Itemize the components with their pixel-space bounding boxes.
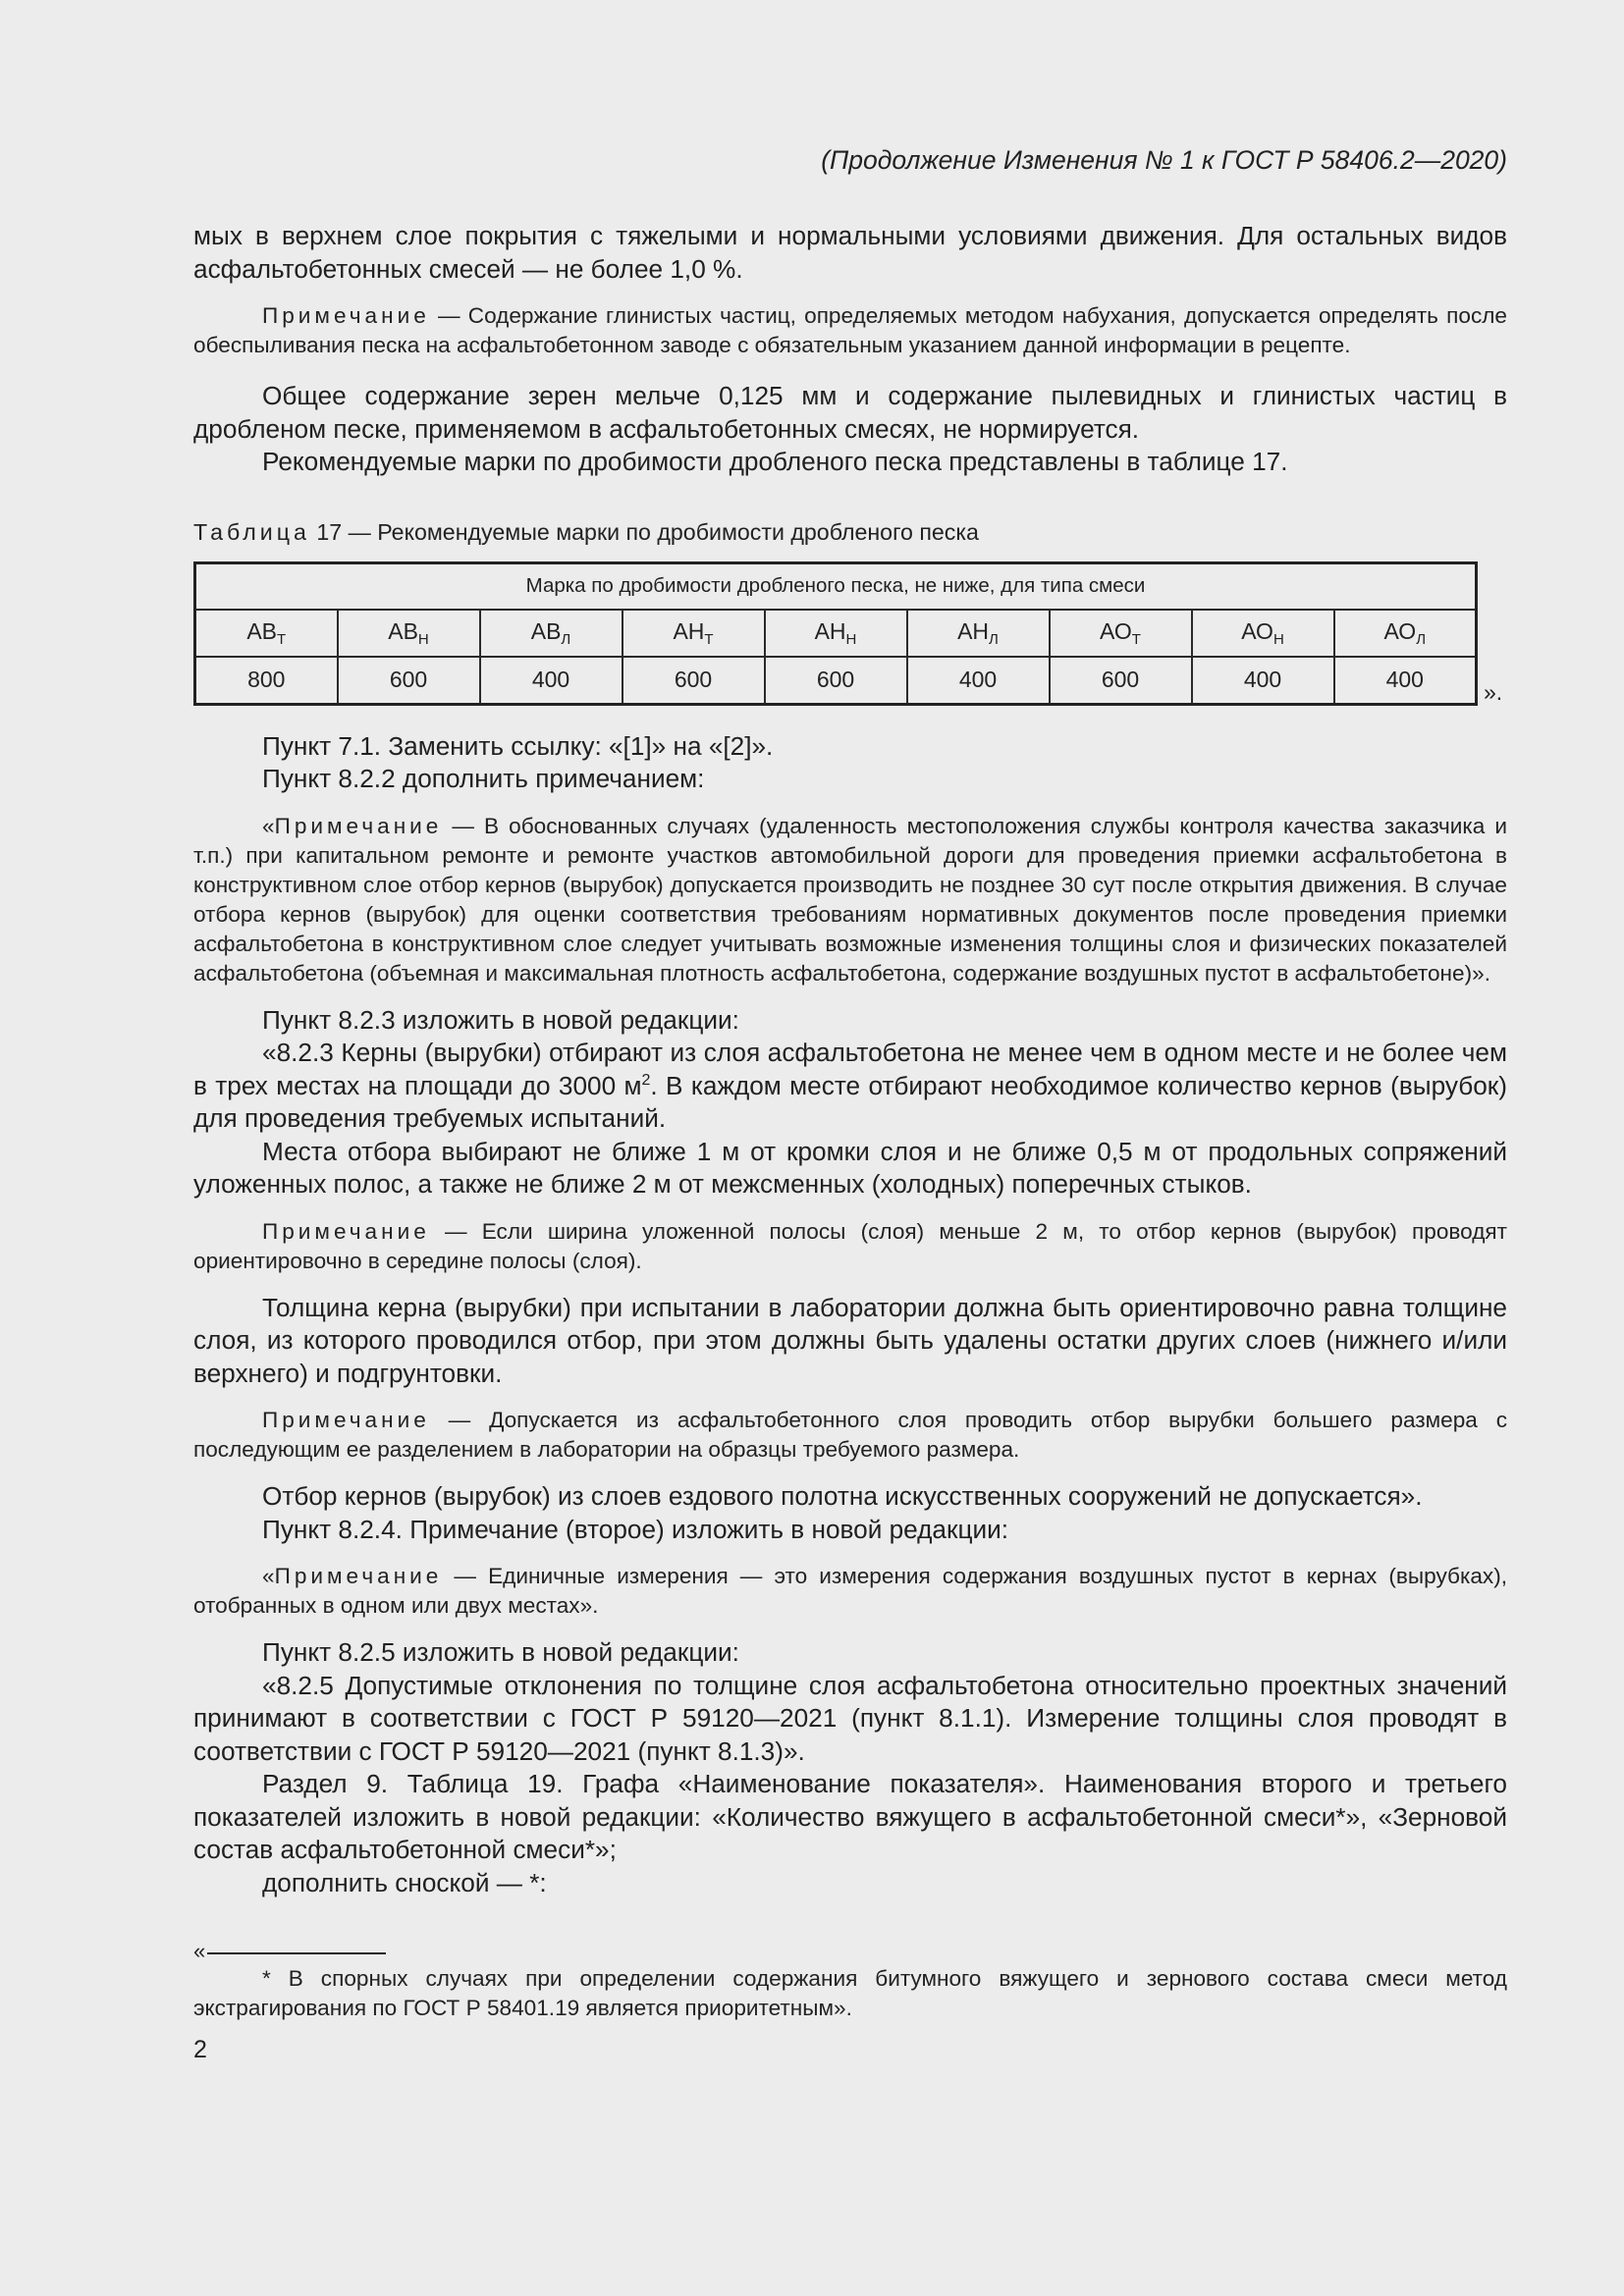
note-clay-particles bbox=[193, 301, 1507, 360]
paragraph-add-footnote: дополнить сноской — *: bbox=[262, 1867, 547, 1897]
mix-type-subscript: Т bbox=[277, 630, 287, 648]
mix-type-base: АО bbox=[1241, 617, 1273, 644]
table-types-row bbox=[195, 610, 1477, 657]
mix-type-base: АН bbox=[957, 617, 990, 644]
grade-value-cell: 600 bbox=[338, 657, 480, 705]
paragraph-8-2-5-tolerances: «8.2.5 Допустимые отклонения по толщине слоя асфальтобетона относительно проектных значений принимают в соответствии с ГОСТ Р 59120—2021 (пункт 8.1.1). Измерение толщины слоя проводят в соответствии с ГОСТ Р 59120—2021 (пункт 8.1.3)». bbox=[193, 1670, 1507, 1766]
mix-type-cell bbox=[1192, 610, 1334, 657]
grade-value-cell: 600 bbox=[1050, 657, 1192, 705]
table-caption bbox=[193, 516, 1507, 548]
grade-value-cell: 600 bbox=[623, 657, 765, 705]
note-text: — Если ширина уложенной полосы (слоя) меньше 2 м, то отбор кернов (вырубок) проводят ориентировочно в середине полосы (слоя). bbox=[193, 1218, 1507, 1273]
running-header: (Продолжение Изменения № 1 к ГОСТ Р 58406.2—2020) bbox=[821, 145, 1507, 175]
mix-type-subscript: Н bbox=[845, 630, 857, 648]
note-label: Примечание bbox=[274, 813, 443, 838]
mix-type-base: АН bbox=[814, 617, 846, 644]
note-label: Примечание bbox=[262, 1408, 430, 1432]
note-strip-width bbox=[193, 1217, 1507, 1276]
grade-value-cell: 600 bbox=[765, 657, 907, 705]
table-caption-text: 17 — Рекомендуемые марки по дробимости дробленого песка bbox=[309, 518, 979, 545]
note-core-sampling-delay bbox=[193, 812, 1507, 988]
note-label: Примечание bbox=[274, 1564, 443, 1588]
paragraph-bridge-decks: Отбор кернов (вырубок) из слоев ездового полотна искусственных сооружений не допускается». bbox=[262, 1481, 1423, 1511]
paragraph-table-reference: Рекомендуемые марки по дробимости дробленого песка представлены в таблице 17. bbox=[262, 447, 1288, 476]
mix-type-subscript: Н bbox=[417, 630, 429, 648]
mix-type-base: АО bbox=[1100, 617, 1132, 644]
footnote-separator-line bbox=[207, 1952, 386, 1954]
note-larger-sample bbox=[193, 1406, 1507, 1465]
footnote-separator-row bbox=[193, 1939, 1507, 1964]
quote-open: « bbox=[193, 1939, 206, 1963]
paragraph-continuation: мых в верхнем слое покрытия с тяжелыми и нормальными условиями движения. Для остальных видов асфальтобетонных смесей — не более 1,0 %. bbox=[193, 221, 1507, 284]
note-text: — Единичные измерения — это измерения содержания воздушных пустот в кернах (вырубках), отобранных в одном или двух местах». bbox=[193, 1564, 1507, 1618]
grade-value-cell: 800 bbox=[195, 657, 338, 705]
paragraph-8-2-3-cores bbox=[193, 1037, 1507, 1136]
paragraph-8-2-5: Пункт 8.2.5 изложить в новой редакции: bbox=[262, 1637, 739, 1667]
table-values-row bbox=[195, 657, 1477, 705]
paragraph-core-thickness: Толщина керна (вырубки) при испытании в лаборатории должна быть ориентировочно равна толщине слоя, из которого проводился отбор, при этом должны быть удалены остатки других слоев (нижнего и/или верхнего) и подгрунтовки. bbox=[193, 1292, 1507, 1388]
mix-type-subscript: Т bbox=[704, 630, 714, 648]
page-content bbox=[193, 143, 1507, 2064]
table-container bbox=[193, 561, 1507, 709]
note-text: — В обоснованных случаях (удаленность местоположения службы контроля качества заказчика и т.п.) при капитальном ремонте и ремонте участков автомобильной дороги для проведения приемки асфальтобетона в конструктивном слое отбор кернов (вырубок) допускается производить не позднее 30 сут после открытия движения. В случае отбора кернов (вырубок) для оценки соответствия требованиям нормативных документов после проведения приемки асфальтобетона в конструктивном слое следует учитывать возможные изменения толщины слоя и физических показателей асфальтобетона (объемная и максимальная плотность асфальтобетона, содержание воздушных пустот в асфальтобетоне)». bbox=[193, 813, 1507, 986]
mix-type-base: АО bbox=[1383, 617, 1417, 644]
quote-open: « bbox=[262, 1564, 275, 1588]
mix-type-subscript: Л bbox=[989, 630, 999, 648]
mix-type-cell bbox=[1050, 610, 1192, 657]
table-caption-label: Таблица bbox=[193, 518, 310, 545]
paragraph-section-9: Раздел 9. Таблица 19. Графа «Наименование показателя». Наименования второго и третьего показателей изложить в новой редакции: «Количество вяжущего в асфальтобетонной смеси*», «Зерновой состав асфальтобетонной смеси*»; bbox=[193, 1769, 1507, 1864]
table-header-row bbox=[195, 562, 1477, 610]
mix-type-cell bbox=[907, 610, 1050, 657]
mix-type-base: АВ bbox=[388, 617, 418, 644]
paragraph-8-2-3-locations: Места отбора выбирают не ближе 1 м от кромки слоя и не ближе 0,5 м от продольных сопряжений уложенных полос, а также не ближе 2 м от межсменных (холодных) поперечных стыков. bbox=[193, 1136, 1507, 1199]
amendments-body bbox=[193, 730, 1507, 1900]
paragraph-8-2-3: Пункт 8.2.3 изложить в новой редакции: bbox=[262, 1004, 739, 1035]
mix-type-subscript: Л bbox=[1416, 630, 1427, 648]
superscript: 2 bbox=[641, 1071, 651, 1089]
quote-open: « bbox=[262, 813, 275, 838]
grade-value-cell: 400 bbox=[480, 657, 623, 705]
paragraph-8-2-2: Пункт 8.2.2 дополнить примечанием: bbox=[262, 764, 705, 793]
note-label: Примечание bbox=[262, 1218, 430, 1244]
mix-type-cell bbox=[623, 610, 765, 657]
grade-value-cell: 400 bbox=[1334, 657, 1477, 705]
paragraph-fine-grains: Общее содержание зерен мельче 0,125 мм и содержание пылевидных и глинистых частиц в дробленом песке, применяемом в асфальтобетонных смесях, не нормируется. bbox=[193, 381, 1507, 444]
table-closing-mark: ». bbox=[1484, 678, 1503, 705]
mix-type-cell bbox=[195, 610, 338, 657]
mix-type-base: АВ bbox=[246, 617, 277, 644]
mix-type-base: АН bbox=[673, 617, 705, 644]
text-part: «8.2.3 Керны (вырубки) отбирают из слоя асфальтобетона не менее чем в одном месте и не более чем в трех местах на площади до 3000 м bbox=[193, 1038, 1507, 1100]
footnote-text: * В спорных случаях при определении содержания битумного вяжущего и зернового состава смеси метод экстрагирования по ГОСТ Р 58401.19 является приоритетным». bbox=[193, 1966, 1507, 2020]
crushability-grades-table bbox=[193, 561, 1478, 706]
mix-type-base: АВ bbox=[530, 617, 562, 644]
page-number: 2 bbox=[193, 2036, 207, 2063]
text-part: . В каждом месте отбирают необходимое количество кернов (вырубок) для проведения требуемых испытаний. bbox=[193, 1070, 1507, 1133]
note-single-measurements bbox=[193, 1562, 1507, 1621]
mix-type-subscript: Н bbox=[1272, 630, 1284, 648]
note-text: — Допускается из асфальтобетонного слоя проводить отбор вырубки большего размера с последующим ее разделением в лаборатории на образцы требуемого размера. bbox=[193, 1408, 1507, 1462]
table-header-cell: Марка по дробимости дробленого песка, не ниже, для типа смеси bbox=[195, 562, 1477, 610]
mix-type-cell bbox=[1334, 610, 1477, 657]
mix-type-cell bbox=[338, 610, 480, 657]
paragraph-8-2-4: Пункт 8.2.4. Примечание (второе) изложить в новой редакции: bbox=[262, 1514, 1008, 1544]
footnote-area bbox=[193, 1939, 1507, 2064]
paragraph-7-1: Пункт 7.1. Заменить ссылку: «[1]» на «[2]». bbox=[262, 730, 774, 761]
mix-type-cell bbox=[480, 610, 623, 657]
mix-type-subscript: Т bbox=[1131, 630, 1141, 648]
grade-value-cell: 400 bbox=[907, 657, 1050, 705]
note-label: Примечание bbox=[262, 303, 430, 328]
grade-value-cell: 400 bbox=[1192, 657, 1334, 705]
note-text: — Содержание глинистых частиц, определяемых методом набухания, допускается определять после обеспыливания песка на асфальтобетонном заводе с обязательным указанием данной информации в рецепте. bbox=[193, 303, 1507, 357]
mix-type-subscript: Л bbox=[561, 630, 571, 648]
mix-type-cell bbox=[765, 610, 907, 657]
